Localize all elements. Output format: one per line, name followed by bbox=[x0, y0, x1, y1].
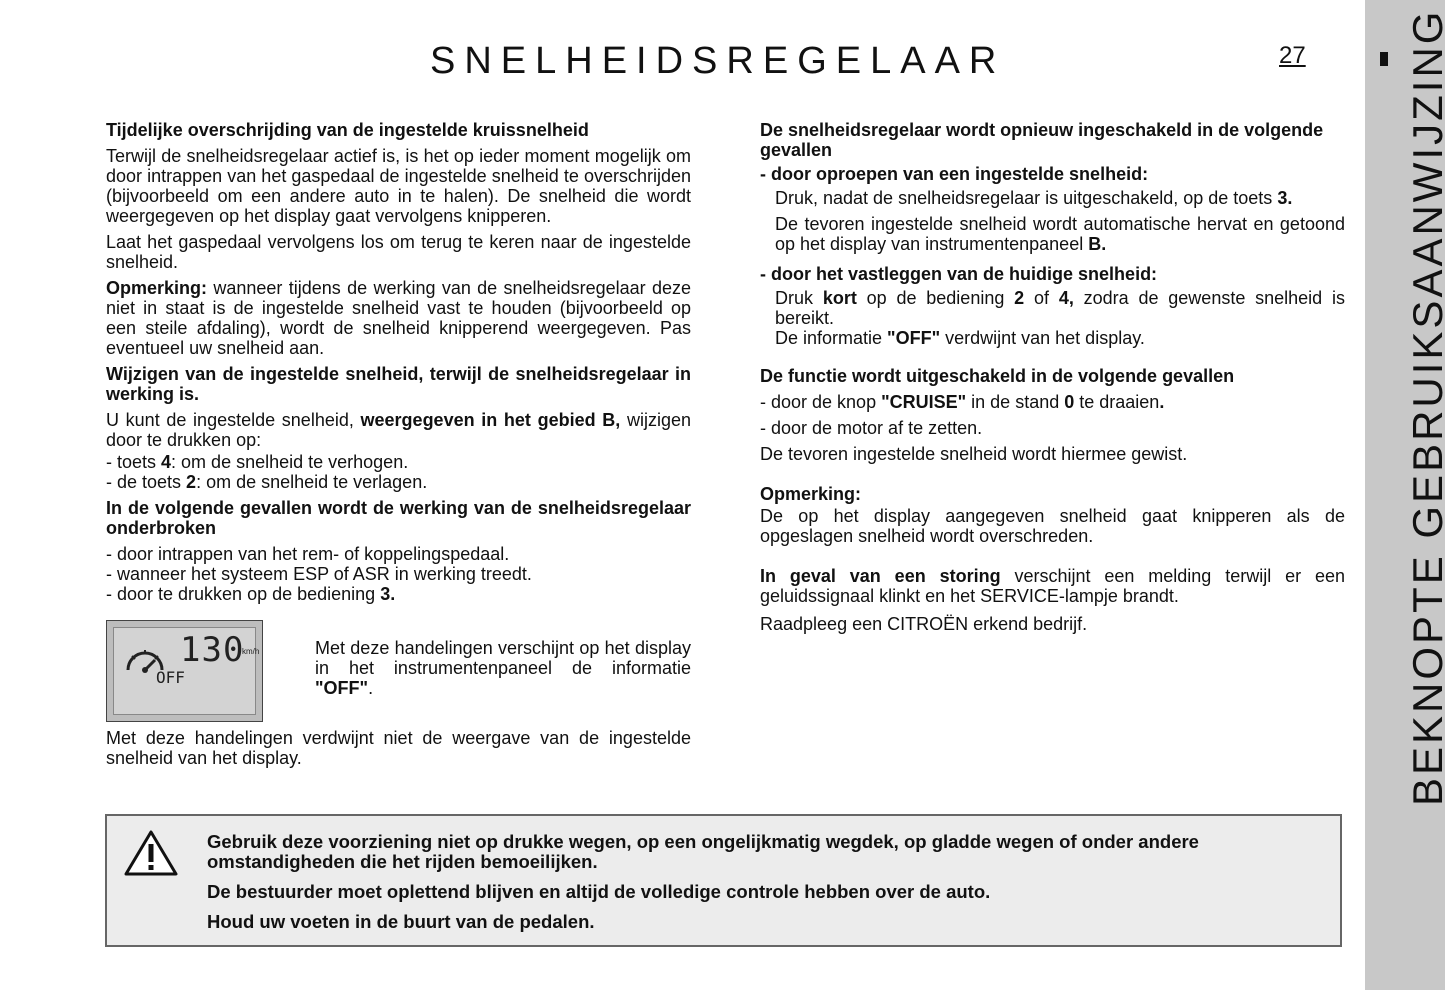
list-item: - toets 4: om de snelheid te verhogen. bbox=[106, 452, 409, 472]
right-column bbox=[760, 120, 1345, 640]
sub-heading: - door het vastleggen van de huidige snelheid: bbox=[760, 264, 1158, 284]
paragraph: Raadpleeg een CITROËN erkend bedrijf. bbox=[760, 614, 1088, 634]
display-off: OFF bbox=[156, 668, 185, 687]
section-heading: Wijzigen van de ingestelde snelheid, terwijl de snelheidsregelaar in werking is. bbox=[106, 364, 691, 404]
sub-heading: - door oproepen van een ingestelde snelheid: bbox=[760, 164, 1149, 184]
text: wijzigen door te drukken op: bbox=[106, 410, 691, 450]
warning-line: Houd uw voeten in de buurt van de pedalen. bbox=[207, 911, 595, 932]
paragraph: Terwijl de snelheidsregelaar actief is, is het op ieder moment mogelijk om door intrappen van het gaspedaal de ingestelde snelheid te overschrijden (bijvoorbeeld om een andere auto in te halen). De snelheid die wordt weergegeven op het display gaat vervolgens knipperen. bbox=[106, 146, 691, 226]
text: U kunt de ingestelde snelheid, bbox=[106, 410, 361, 430]
paragraph: In geval van een storing verschijnt een melding terwijl er een geluidssignaal klinkt en het SERVICE-lampje brandt. bbox=[760, 566, 1345, 606]
page-number: 27 bbox=[1279, 42, 1306, 69]
paragraph: De tevoren ingestelde snelheid wordt hiermee gewist. bbox=[760, 444, 1188, 464]
section-heading: In de volgende gevallen wordt de werking van de snelheidsregelaar onderbroken bbox=[106, 498, 691, 538]
warning-line: Gebruik deze voorziening niet op drukke wegen, op een ongelijkmatig wegdek, op gladde wegen of onder andere omstandigheden die het rijden bemoeilijken. bbox=[207, 831, 1199, 872]
warning-box bbox=[105, 814, 1342, 947]
paragraph: De informatie "OFF" verdwijnt van het display. bbox=[775, 328, 1145, 348]
warning-text bbox=[207, 832, 1335, 942]
paragraph bbox=[106, 410, 691, 450]
display-caption: Met deze handelingen verschijnt op het display in het instrumentenpaneel de informatie "OFF". bbox=[315, 638, 691, 698]
note-text: wanneer tijdens de werking van de snelheidsregelaar deze niet in staat is de ingestelde snelheid vast te houden (bijvoorbeeld op een steile afdaling), wordt de snelheid knipperend weergegeven. Pas eventueel uw snelheid aan. bbox=[106, 278, 691, 358]
display-unit: km/h bbox=[242, 647, 260, 656]
list-item: - wanneer het systeem ESP of ASR in werking treedt. bbox=[106, 564, 532, 584]
list-item: - door te drukken op de bediening 3. bbox=[106, 584, 396, 604]
list-item: - door de knop "CRUISE" in de stand 0 te draaien. bbox=[760, 392, 1165, 412]
list-item: - de toets 2: om de snelheid te verlagen. bbox=[106, 472, 428, 492]
display-speed: 130 bbox=[180, 630, 245, 670]
paragraph: Laat het gaspedaal vervolgens los om terug te keren naar de ingestelde snelheid. bbox=[106, 232, 691, 272]
section-heading: Opmerking: bbox=[760, 484, 862, 504]
instrument-display-image bbox=[106, 620, 263, 722]
paragraph: Met deze handelingen verdwijnt niet de weergave van de ingestelde snelheid van het display. bbox=[106, 728, 691, 768]
warning-line: De bestuurder moet oplettend blijven en altijd de volledige controle hebben over de auto. bbox=[207, 881, 991, 902]
note-paragraph bbox=[106, 278, 691, 358]
section-heading: Tijdelijke overschrijding van de ingestelde kruissnelheid bbox=[106, 120, 589, 140]
text-bold: weergegeven in het gebied B, bbox=[360, 410, 621, 430]
display-illustration-row bbox=[106, 620, 691, 722]
page-title: SNELHEIDSREGELAAR bbox=[430, 40, 1006, 82]
lcd-screen bbox=[113, 627, 260, 715]
paragraph: De tevoren ingestelde snelheid wordt automatische hervat en getoond op het display van instrumentenpaneel B. bbox=[775, 214, 1345, 254]
list-item: - door intrappen van het rem- of koppelingspedaal. bbox=[106, 544, 510, 564]
paragraph: Druk, nadat de snelheidsregelaar is uitgeschakeld, op de toets 3. bbox=[775, 188, 1293, 208]
paragraph: De op het display aangegeven snelheid gaat knipperen als de opgeslagen snelheid wordt overschreden. bbox=[760, 506, 1345, 546]
left-column bbox=[106, 120, 691, 774]
paragraph: Druk kort op de bediening 2 of 4, zodra de gewenste snelheid is bereikt. bbox=[775, 288, 1345, 328]
section-heading: De functie wordt uitgeschakeld in de volgende gevallen bbox=[760, 366, 1235, 386]
note-label: Opmerking: bbox=[106, 278, 208, 298]
list-item: - door de motor af te zetten. bbox=[760, 418, 983, 438]
side-section-title: BEKNOPTE GEBRUIKSAANWIJZING bbox=[1404, 8, 1451, 806]
section-marker bbox=[1380, 52, 1388, 66]
section-heading: De snelheidsregelaar wordt opnieuw ingeschakeld in de volgende gevallen bbox=[760, 120, 1324, 160]
warning-triangle-icon bbox=[121, 826, 181, 880]
